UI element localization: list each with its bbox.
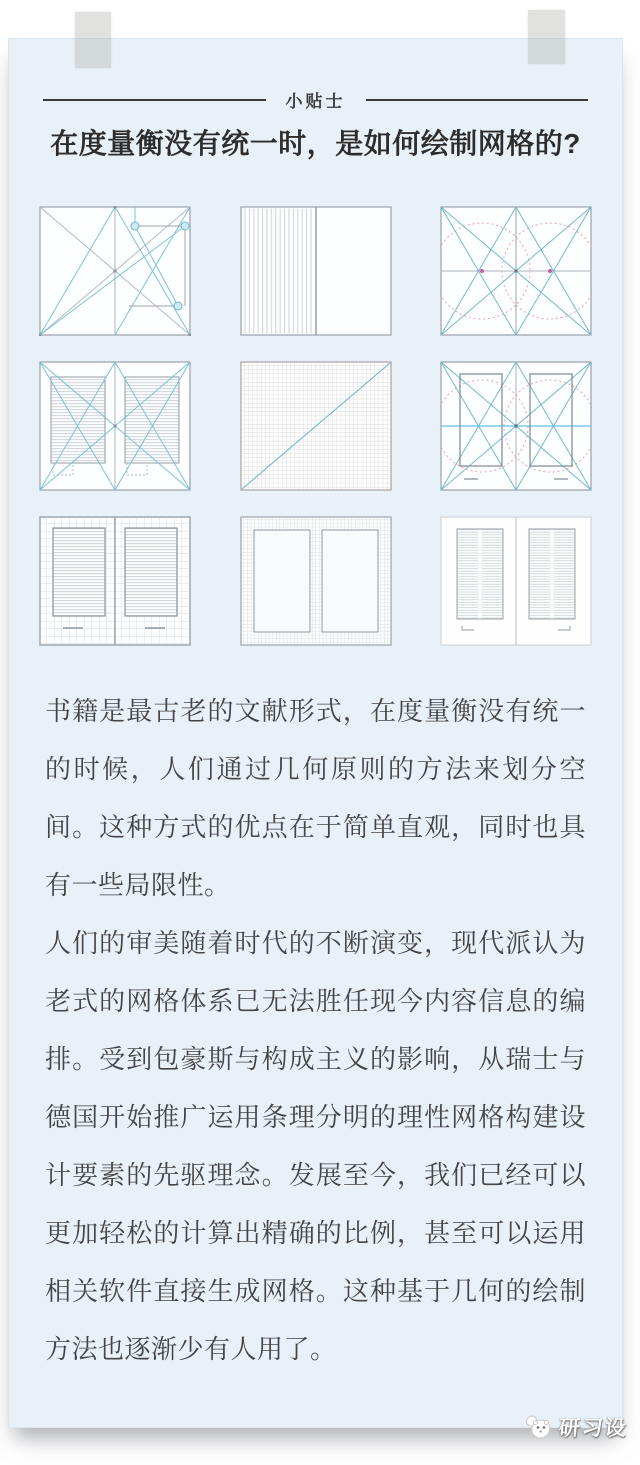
spread-circles-text-frames-centerline-diagram: [440, 361, 592, 491]
watermark: [523, 1412, 630, 1442]
page-fine-grid-with-diagonal-diagram: [240, 361, 392, 491]
spread-two-column-text-pages-diagram: [440, 516, 592, 646]
tape-decoration-left: [75, 12, 111, 68]
article-paragraph-2: 人们的审美随着时代的不断演变，现代派认为老式的网格体系已无法胜任现今内容信息的编排。受到包豪斯与构成主义的影响，从瑞士与德国开始推广运用条理分明的理性网格构建设计要素的先驱理念。发展至今，我们已经可以更加轻松的计算出精确的比例，甚至可以运用相关软件直接生成网格。这种基于几何的绘制方法也逐渐少有人用了。: [45, 928, 586, 1364]
page-title: 在度量衡没有统一时，是如何绘制网格的?: [50, 128, 581, 159]
spread-lined-text-blocks-with-diagonals-diagram: [39, 361, 191, 491]
tip-header: [9, 87, 622, 112]
spread-van-de-graaf-canon-construction-diagram: [39, 206, 191, 336]
spread-square-grid-lined-text-blocks-diagram: [39, 516, 191, 646]
spread-dashed-circles-and-diagonals-diagram: [440, 206, 592, 336]
header-rule-left: [43, 99, 266, 101]
watermark-text: 研习设: [557, 1417, 629, 1440]
article-body: [9, 682, 622, 1378]
page-fine-grid-two-column-blocks-diagram: [240, 516, 392, 646]
yanxishe-panda-logo-icon: [523, 1414, 555, 1440]
article-paragraph-1: 书籍是最古老的文献形式，在度量衡没有统一的时候，人们通过几何原则的方法来划分空间。这种方式的优点在于简单直观，同时也具有一些局限性。: [45, 696, 586, 900]
tape-decoration-right: [528, 10, 565, 64]
figure-grid: [9, 206, 622, 646]
spread-left-page-vertical-columns-diagram: [240, 206, 392, 336]
tip-card: [8, 38, 623, 1428]
tip-label: 小贴士: [285, 92, 346, 111]
header-rule-right: [366, 99, 589, 101]
